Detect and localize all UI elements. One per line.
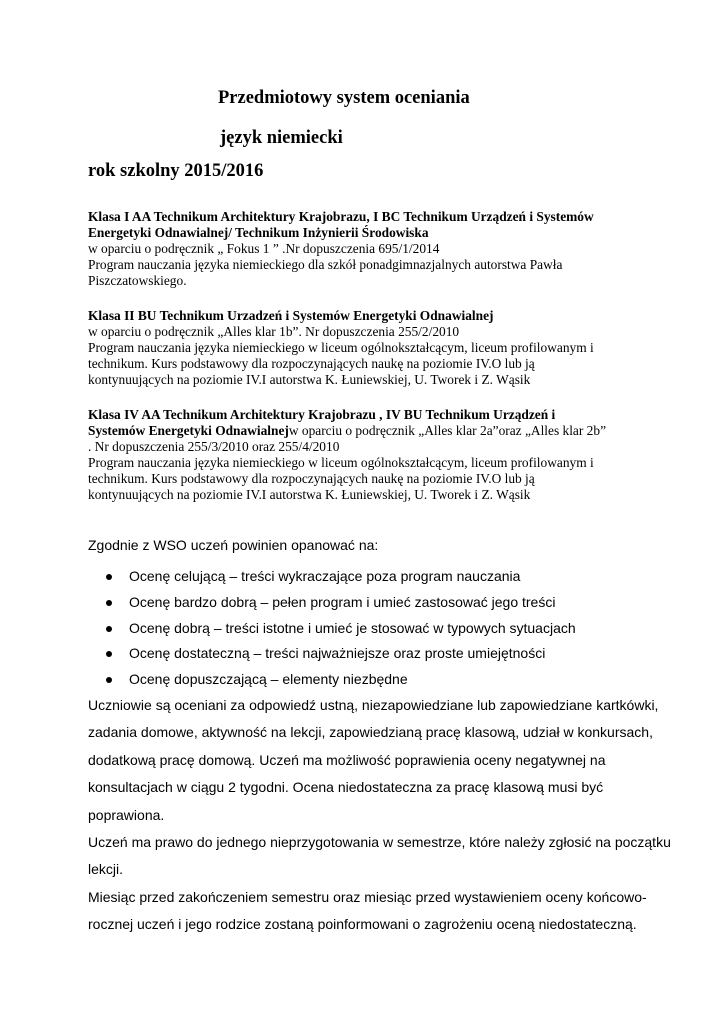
requirements-intro: Zgodnie z WSO uczeń powinien opanować na: — [88, 537, 379, 553]
grade-text: Ocenę celującą – treści wykraczające poza program nauczania — [129, 568, 521, 584]
paragraph-line: Uczeń ma prawo do jednego nieprzygotowania w semestrze, które należy zgłosić na początku — [88, 834, 671, 850]
program-line: kontynuujących na poziomie IV.I autorstwa K. Łuniewskiej, U. Tworek i Z. Wąsik — [88, 487, 531, 502]
paragraph-line: dodatkową pracę domową. Uczeń ma możliwość poprawienia oceny negatywnej na — [88, 751, 606, 768]
list-item — [88, 592, 576, 618]
class-heading-line: Klasa II BU Technikum Urzadzeń i Systemów Energetyki Odnawialnej — [88, 308, 494, 323]
list-item — [88, 566, 576, 592]
unprepared-paragraph — [88, 829, 671, 884]
class-block-1 — [88, 209, 648, 289]
paragraph-line: poprawiona. — [88, 806, 165, 823]
document-title: Przedmiotowy system oceniania — [218, 88, 470, 108]
bullet-icon — [106, 600, 112, 606]
class-heading-line: Energetyki Odnawialnej/ Technikum Inżynierii Środowiska — [88, 225, 429, 240]
grade-text: Ocenę dobrą – treści istotne i umieć je stosować w typowych sytuacjach — [129, 619, 576, 636]
bullet-icon — [106, 651, 112, 657]
list-item — [88, 643, 576, 669]
document-subject: język niemiecki — [220, 128, 343, 148]
notification-paragraph — [88, 884, 668, 939]
bullet-icon — [106, 626, 112, 632]
grade-text: Ocenę bardzo dobrą – pełen program i umieć zastosować jego treści — [129, 593, 556, 610]
grade-text: Ocenę dopuszczającą – elementy niezbędne — [129, 671, 408, 688]
class-heading-line: Klasa I AA Technikum Architektury Krajobrazu, I BC Technikum Urządzeń i Systemów — [88, 209, 594, 224]
paragraph-line: rocznej uczeń i jego rodzice zostaną poinformowani o zagrożeniu oceną niedostateczną. — [88, 916, 637, 933]
textbook-line: w oparciu o podręcznik „Alles klar 1b”. Nr dopuszczenia 255/2/2010 — [88, 324, 460, 339]
list-item — [88, 618, 576, 644]
grade-text: Ocenę dostateczną – treści najważniejsze oraz proste umiejętności — [129, 645, 546, 662]
paragraph-line: lekcji. — [88, 861, 124, 878]
bullet-icon — [106, 677, 112, 683]
paragraph-line: Uczniowie są oceniani za odpowiedź ustną, niezapowiedziane lub zapowiedziane kartkówki, — [88, 697, 659, 713]
paragraph-line: konsultacjach w ciągu 2 tygodni. Ocena niedostateczna za pracę klasową musi być — [88, 779, 604, 796]
class-heading-mixed-line — [88, 423, 648, 439]
paragraph-line: zadania domowe, aktywność na lekcji, zapowiedzianą pracę klasową, udział w konkursach, — [88, 724, 653, 741]
program-line: Program nauczania języka niemieckiego w liceum ogólnokształcącym, liceum profilowanym i — [88, 455, 594, 470]
program-line: technikum. Kurs podstawowy dla rozpoczynających naukę na poziomie IV.O lub ją — [88, 471, 535, 486]
program-line: Piszczatowskiego. — [88, 273, 187, 288]
bullet-icon — [106, 574, 112, 580]
textbook-line: . Nr dopuszczenia 255/3/2010 oraz 255/4/2010 — [88, 439, 340, 454]
class-heading-part: Systemów Energetyki Odnawialnej — [88, 423, 289, 438]
class-block-3 — [88, 407, 648, 503]
program-line: Program nauczania języka niemieckiego w liceum ogólnokształcącym, liceum profilowanym i — [88, 340, 594, 355]
class-block-2 — [88, 308, 648, 388]
paragraph-line: Miesiąc przed zakończeniem semestru oraz miesiąc przed wystawieniem oceny końcowo- — [88, 889, 647, 905]
textbook-part: w oparciu o podręcznik „Alles klar 2a”oraz „Alles klar 2b” — [288, 423, 607, 438]
program-line: kontynuujących na poziomie IV.I autorstwa K. Łuniewskiej, U. Tworek i Z. Wąsik — [88, 372, 531, 387]
program-line: Program nauczania języka niemieckiego dla szkół ponadgimnazjalnych autorstwa Pawła — [88, 257, 563, 272]
grade-list — [88, 566, 576, 695]
class-heading-line: Klasa IV AA Technikum Architektury Krajobrazu , IV BU Technikum Urządzeń i — [88, 407, 556, 422]
textbook-line: w oparciu o podręcznik „ Fokus 1 ” .Nr dopuszczenia 695/1/2014 — [88, 241, 440, 256]
school-year: rok szkolny 2015/2016 — [88, 161, 264, 181]
assessment-paragraph — [88, 692, 668, 829]
program-line: technikum. Kurs podstawowy dla rozpoczynających naukę na poziomie IV.O lub ją — [88, 356, 535, 371]
